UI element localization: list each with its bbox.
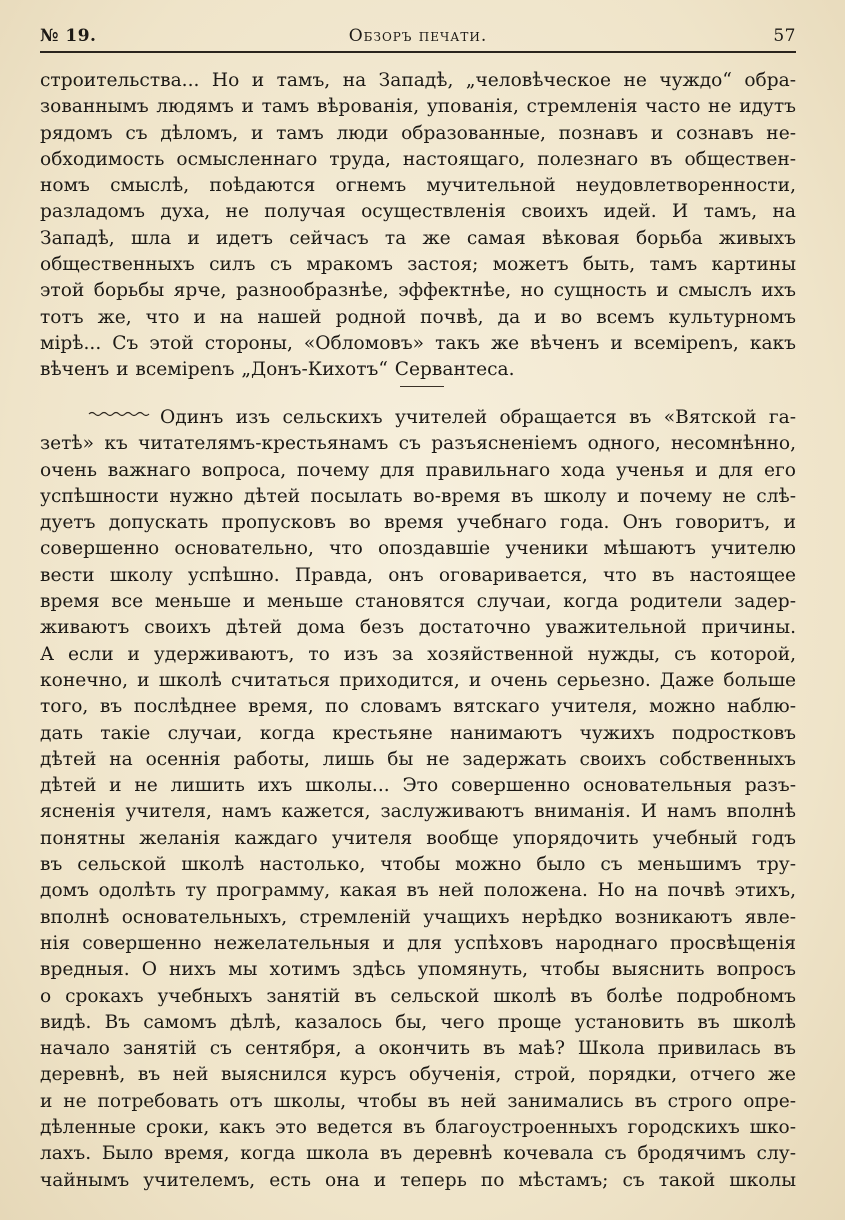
text-line: лахъ. Было время, когда школа въ деревнѣ кочевала съ бродячимъ слу- <box>40 1143 796 1165</box>
issue-number: № 19. <box>40 26 97 46</box>
page-number: 57 <box>773 26 796 46</box>
text-line: время все меньше и меньше становятся случаи, когда родители задер- <box>40 591 796 613</box>
text-line: чайнымъ учителемъ, есть она и теперь по мѣстамъ; съ такой школы <box>40 1169 796 1191</box>
text-line: общественныхъ силъ съ мракомъ застоя; можетъ быть, тамъ картины <box>40 254 796 276</box>
text-line: тотъ же, что и на нашей родной почвѣ, да и во всемъ культурномъ <box>40 306 796 328</box>
paragraph-2 <box>40 405 796 1194</box>
text-line: успѣшности нужно дѣтей посылать во-время въ школу и почему не слѣ- <box>40 485 796 507</box>
text-line: деревнѣ, въ ней выяснился курсъ обученія, строй, порядки, отчего же <box>40 1064 796 1086</box>
section-separator <box>400 386 444 387</box>
text-line: ясненія учителя, намъ кажется, заслуживаютъ вниманія. И намъ вполнѣ <box>40 801 796 823</box>
text-line: и не потребовать отъ школы, чтобы въ ней занимались въ строго опре- <box>40 1090 796 1112</box>
text-line: дѣленные сроки, какъ это ведется въ благоустроенныхъ городскихъ шко- <box>40 1117 796 1139</box>
running-header <box>40 26 796 50</box>
text-line: вредныя. О нихъ мы хотимъ здѣсь упомянуть, чтобы выяснить вопросъ <box>40 959 796 981</box>
text-line: строительства... Но и тамъ, на Западѣ, „человѣческое не чуждо“ обра- <box>40 70 796 91</box>
text-line: въ сельской школѣ настолько, чтобы можно было съ меньшимъ тру- <box>40 854 796 876</box>
text-line: обходимость осмысленнаго труда, настоящаго, полезнаго въ обществен- <box>40 148 796 170</box>
text-line: Одинъ изъ сельскихъ учителей обращается въ «Вятской га- <box>160 407 796 428</box>
text-line: вѣченъ и всемірenъ „Донъ-Кихотъ“ Сервантеса. <box>40 359 515 381</box>
text-line: дать такіе случаи, когда крестьяне нанимаютъ чужихъ подростковъ <box>40 722 796 744</box>
text-line: мірѣ... Съ этой стороны, «Обломовъ» такъ же вѣченъ и всемірenъ, какъ <box>40 332 796 354</box>
text-line: того, въ послѣднее время, по словамъ вятскаго учителя, можно наблю- <box>40 696 796 718</box>
text-line: этой борьбы ярче, разнообразнѣе, эффектнѣе, но сущность и смыслъ ихъ <box>40 280 796 302</box>
text-line: А если и удерживаютъ, то изъ за хозяйственной нужды, съ которой, <box>40 643 796 665</box>
text-line: вполнѣ основательныхъ, стремленій учащихъ нерѣдко возникаютъ явле- <box>40 906 796 928</box>
text-line: живаютъ своихъ дѣтей дома безъ достаточно уважительной причины. <box>40 617 796 639</box>
text-line: конечно, и школѣ считаться приходится, и очень серьезно. Даже больше <box>40 669 796 691</box>
text-line: Западѣ, шла и идетъ сейчасъ та же самая вѣковая борьба живыхъ <box>40 227 796 249</box>
text-line: понятны желанія каждаго учителя вообще упорядочить учебный годъ <box>40 827 796 849</box>
text-line: номъ смыслѣ, поѣдаются огнемъ мучительной неудовлетворенности, <box>40 175 796 197</box>
section-title: Обзоръ печати. <box>348 26 488 46</box>
text-line: видѣ. Въ самомъ дѣлѣ, казалось бы, чего проще установить въ школѣ <box>40 1011 796 1033</box>
text-line: рядомъ съ дѣломъ, и тамъ люди образованные, познавъ и сознавъ не- <box>40 122 796 144</box>
text-line: очень важнаго вопроса, почему для правильнаго хода ученья и для его <box>40 459 796 481</box>
text-line: нія совершенно нежелательныя и для успѣховъ народнаго просвѣщенія <box>40 932 796 954</box>
paragraph-1 <box>40 68 796 384</box>
text-line: дуетъ допускать пропусковъ во время учебнаго года. Онъ говоритъ, и <box>40 512 796 534</box>
text-line: домъ одолѣть ту программу, какая въ ней положена. Но на почвѣ этихъ, <box>40 880 796 902</box>
text-line: дѣтей на осеннія работы, лишь бы не задержать своихъ собственныхъ <box>40 748 796 770</box>
header-rule <box>40 51 796 53</box>
text-line: разладомъ духа, не получая осуществленія своихъ идей. И тамъ, на <box>40 201 796 223</box>
text-line: зетѣ» къ читателямъ-крестьянамъ съ разъясненіемъ одного, несомнѣнно, <box>40 433 796 455</box>
text-line: совершенно основательно, что опоздавшіе ученики мѣшаютъ учителю <box>40 538 796 560</box>
text-line: дѣтей и не лишить ихъ школы... Это совершенно основательныя разъ- <box>40 775 796 797</box>
text-line: начало занятій съ сентября, а окончить въ маѣ? Школа привилась въ <box>40 1038 796 1060</box>
text-line: вести школу успѣшно. Правда, онъ оговаривается, что въ настоящее <box>40 564 796 586</box>
text-line: зованнымъ людямъ и тамъ вѣрованія, упованія, стремленія часто не идутъ <box>40 96 796 118</box>
text-line: о срокахъ учебныхъ занятій въ сельской школѣ въ болѣе подробномъ <box>40 985 796 1007</box>
